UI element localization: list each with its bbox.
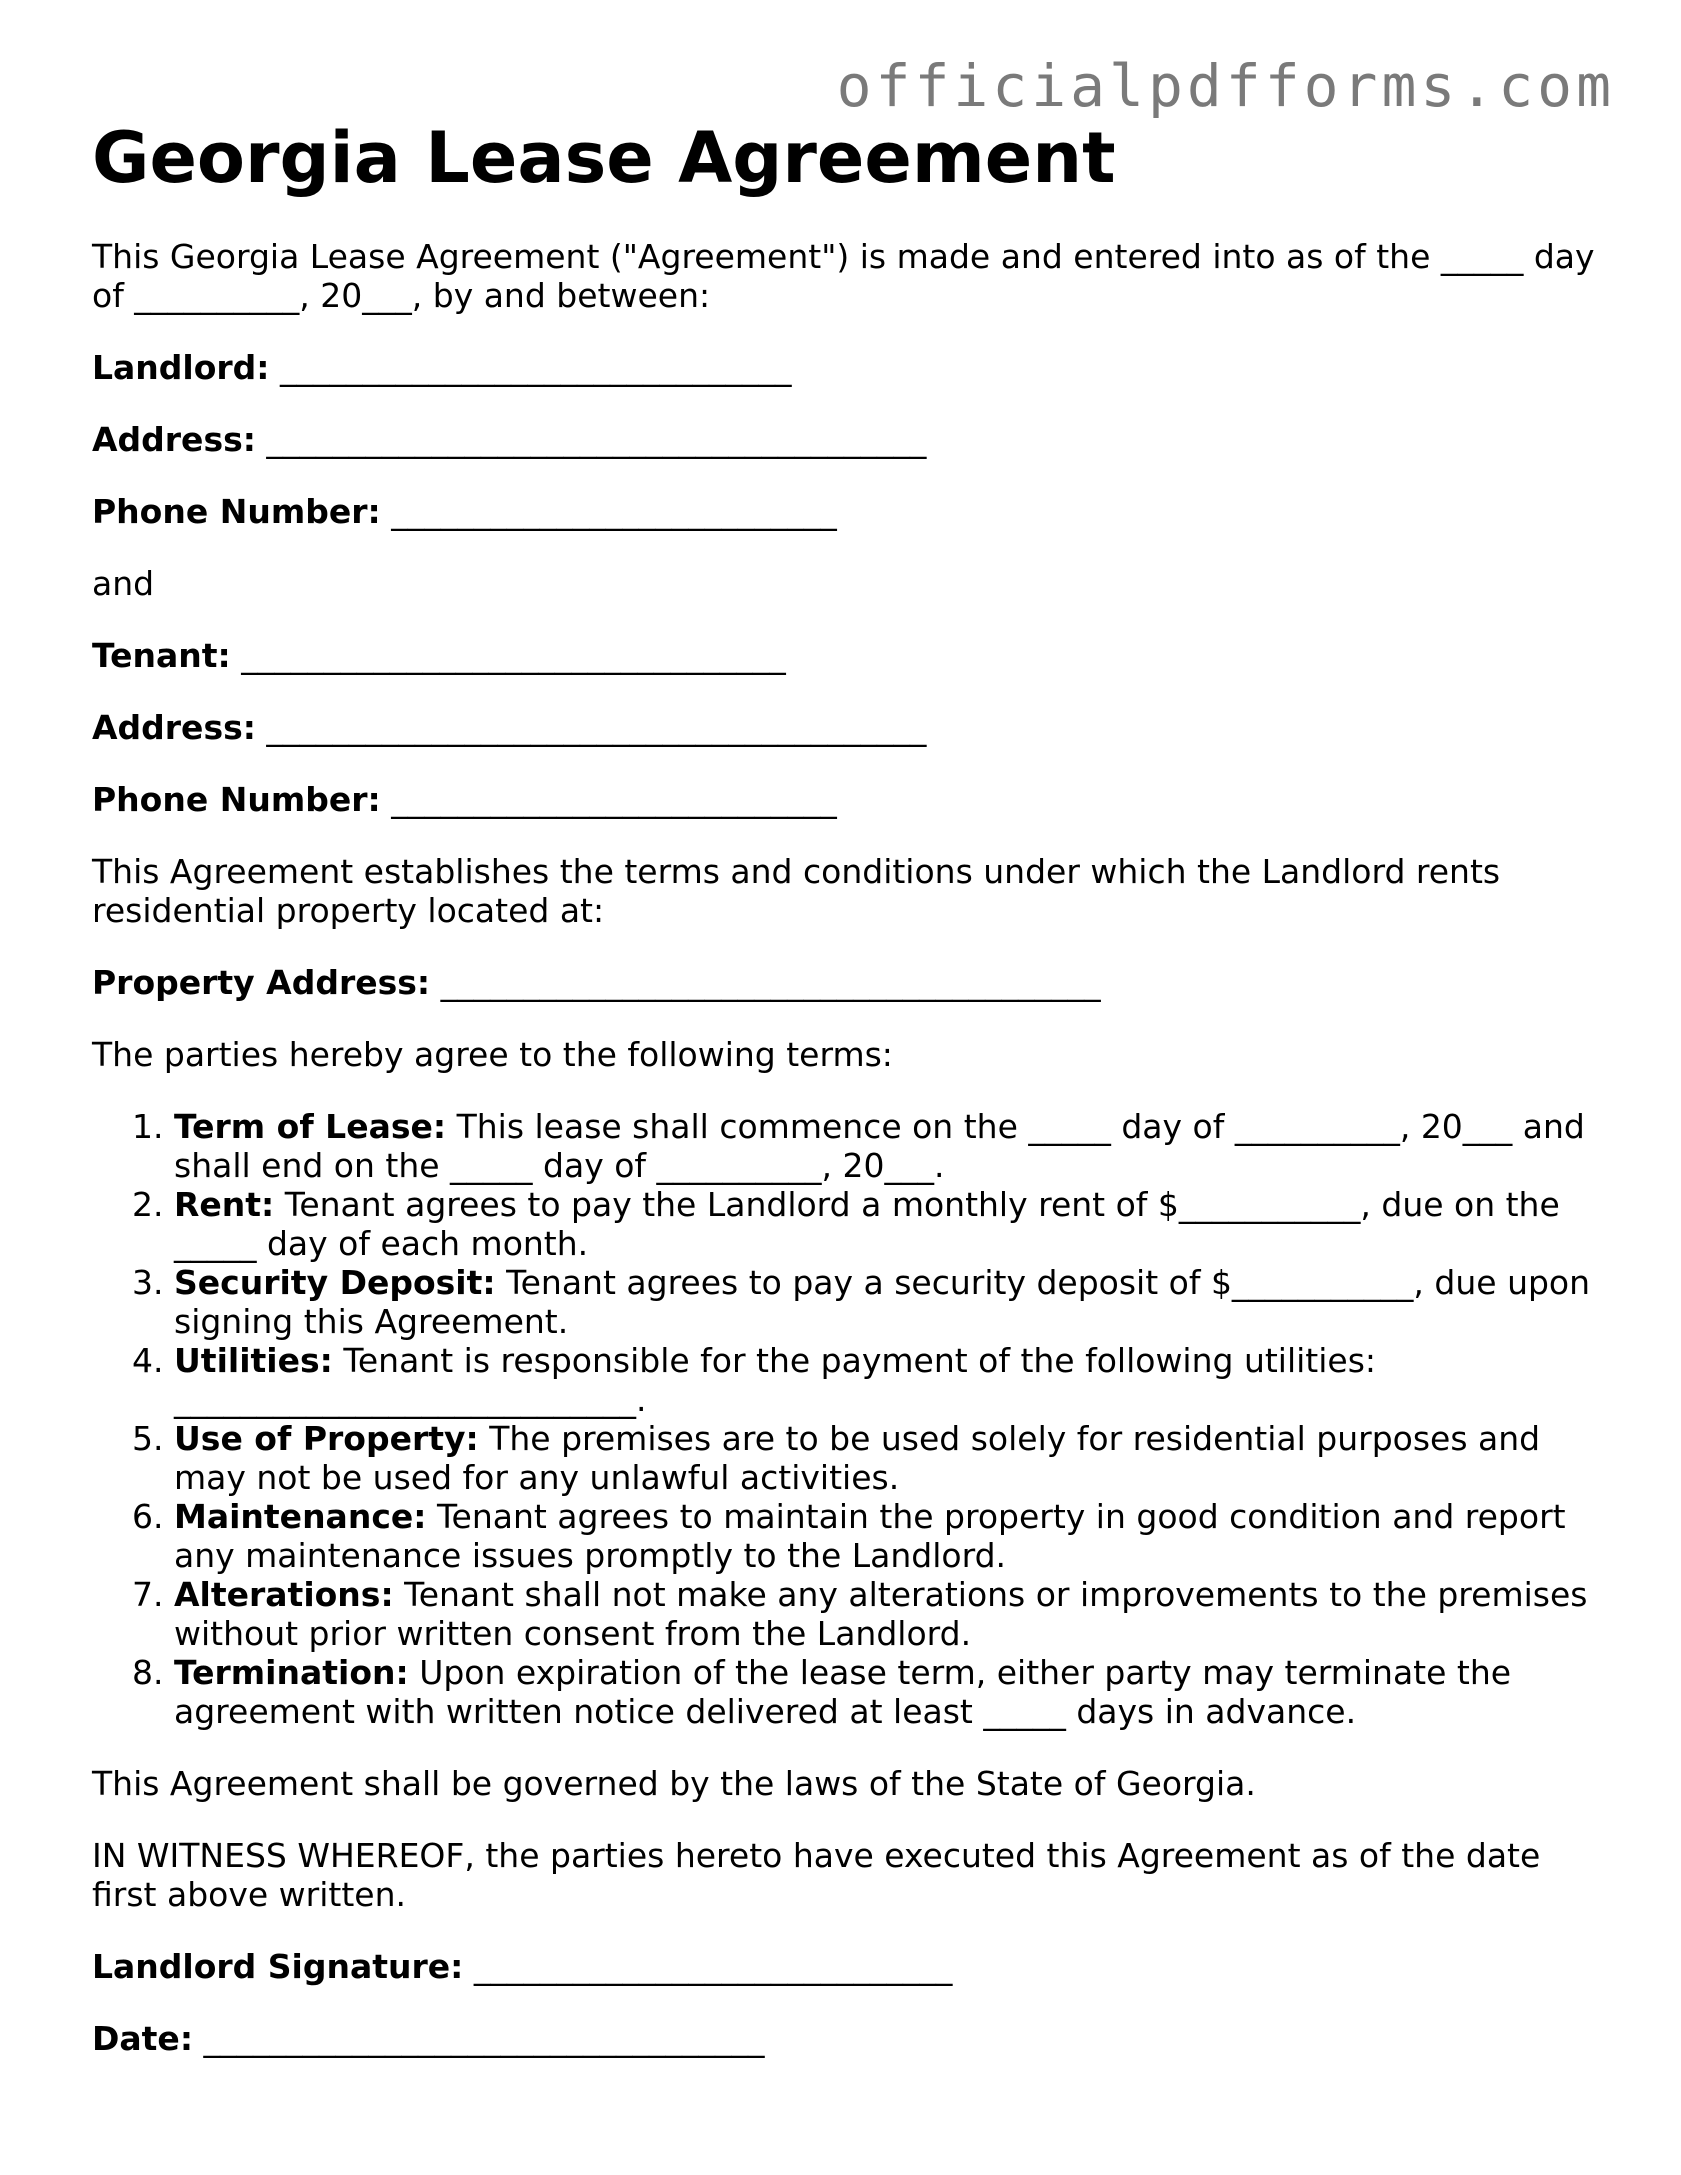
terms-intro: The parties hereby agree to the following terms: [92,1035,893,1074]
term-title: Term of Lease: [174,1107,447,1146]
tenant-name-blank[interactable]: _________________________________ [241,636,786,675]
term-text: This lease shall commence on the _____ day of __________, 20___ and shall end on the _____ day of __________, 20___. [174,1107,1585,1185]
term-title: Utilities: [174,1341,333,1380]
property-address-blank[interactable]: ________________________________________ [440,963,1101,1002]
landlord-signature-blank[interactable]: _____________________________ [473,1947,953,1986]
terms-list [92,1107,1602,1731]
term-item [174,1497,1602,1575]
landlord-signature-field [92,1947,1602,1986]
landlord-name-label: Landlord: [92,348,270,387]
and-text: and [92,564,155,603]
term-text: Tenant agrees to maintain the property in good condition and report any maintenance issues promptly to the Landlord. [174,1497,1566,1575]
intro-paragraph: This Georgia Lease Agreement ("Agreement") is made and entered into as of the _____ day of __________, 20___, by and between: [92,237,1595,315]
tenant-phone-field [92,780,1602,819]
term-item [174,1107,1602,1185]
term-item [174,1341,1602,1419]
date-blank[interactable]: __________________________________ [203,2019,765,2058]
term-text: The premises are to be used solely for residential purposes and may not be used for any unlawful activities. [174,1419,1541,1497]
tenant-name-label: Tenant: [92,636,231,675]
landlord-name-field [92,348,1602,387]
witness-clause: IN WITNESS WHEREOF, the parties hereto have executed this Agreement as of the date first above written. [92,1836,1541,1914]
term-title: Maintenance: [174,1497,427,1536]
tenant-name-field [92,636,1602,675]
term-text: Tenant is responsible for the payment of the following utilities: ____________________________. [174,1341,1377,1419]
watermark: officialpdfforms.com [836,52,1615,120]
date-label: Date: [92,2019,194,2058]
document-page [92,116,1602,2058]
term-item [174,1419,1602,1497]
landlord-signature-label: Landlord Signature: [92,1947,464,1986]
landlord-phone-blank[interactable]: ___________________________ [391,492,837,531]
term-text: Tenant agrees to pay the Landlord a monthly rent of $___________, due on the _____ day of each month. [174,1185,1560,1263]
tenant-address-blank[interactable]: ________________________________________ [266,708,927,747]
landlord-address-field [92,420,1602,459]
term-item [174,1575,1602,1653]
term-text: Upon expiration of the lease term, either party may terminate the agreement with written notice delivered at least _____ days in advance. [174,1653,1512,1731]
landlord-name-blank[interactable]: _______________________________ [280,348,792,387]
tenant-address-field [92,708,1602,747]
term-title: Security Deposit: [174,1263,496,1302]
landlord-phone-label: Phone Number: [92,492,381,531]
landlord-address-blank[interactable]: ________________________________________ [266,420,927,459]
term-title: Termination: [174,1653,409,1692]
term-title: Use of Property: [174,1419,479,1458]
landlord-address-label: Address: [92,420,256,459]
term-item [174,1263,1602,1341]
document-title: Georgia Lease Agreement [92,117,1116,199]
governing-law: This Agreement shall be governed by the laws of the State of Georgia. [92,1764,1256,1803]
date-field [92,2019,1602,2058]
property-intro: This Agreement establishes the terms and conditions under which the Landlord rents residential property located at: [92,852,1501,930]
term-item [174,1185,1602,1263]
property-address-label: Property Address: [92,963,431,1002]
term-text: Tenant shall not make any alterations or improvements to the premises without prior written consent from the Landlord. [174,1575,1588,1653]
tenant-phone-label: Phone Number: [92,780,381,819]
term-item [174,1653,1602,1731]
term-title: Rent: [174,1185,275,1224]
landlord-phone-field [92,492,1602,531]
tenant-address-label: Address: [92,708,256,747]
tenant-phone-blank[interactable]: ___________________________ [391,780,837,819]
term-title: Alterations: [174,1575,394,1614]
property-address-field [92,963,1602,1002]
term-text: Tenant agrees to pay a security deposit of $___________, due upon signing this Agreement. [174,1263,1591,1341]
